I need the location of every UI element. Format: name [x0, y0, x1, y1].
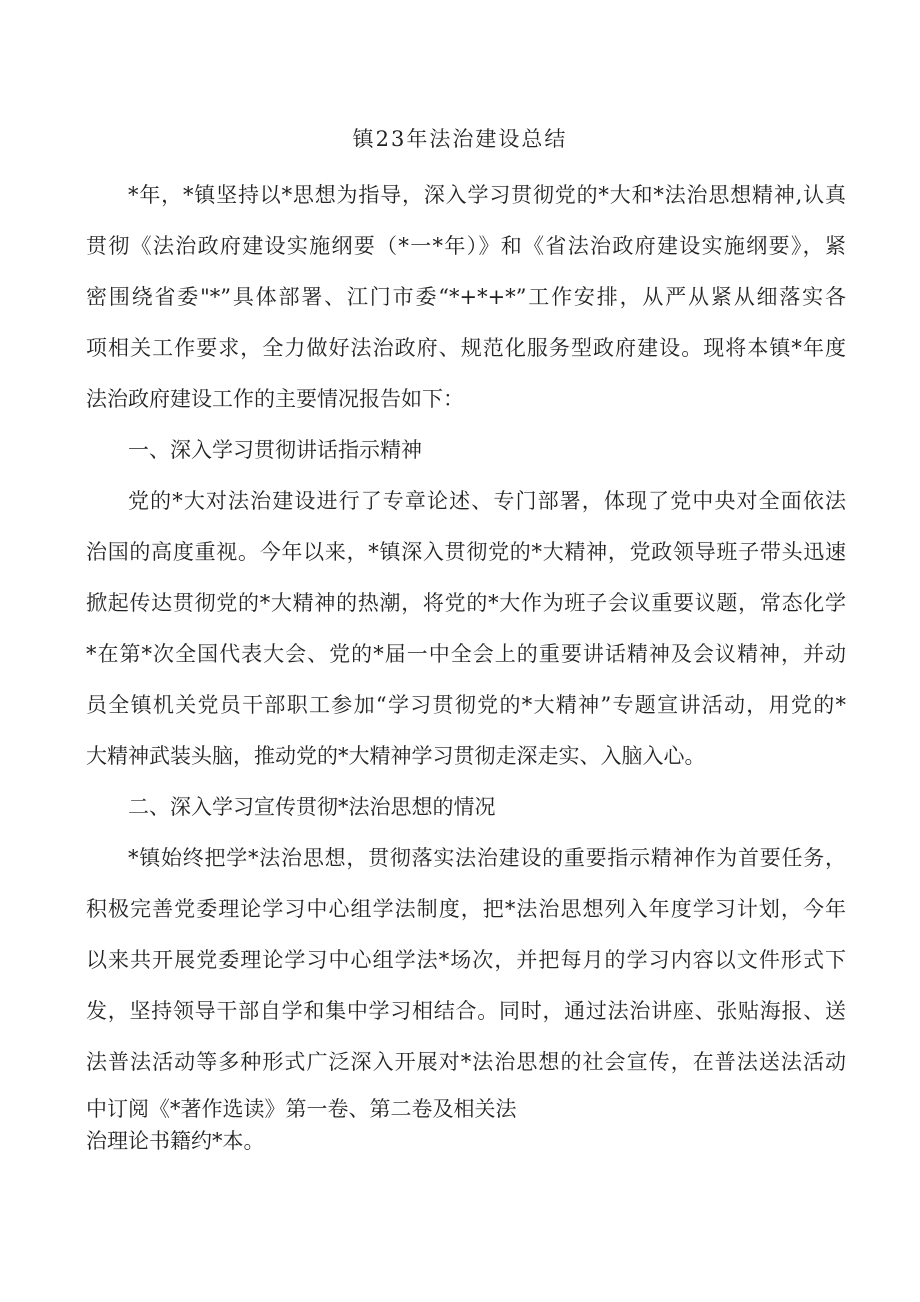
- paragraph-2-line-4: *在第*次全国代表大会、党的*届一中全会上的重要讲话精神及会议精神，并动: [86, 642, 846, 666]
- paragraph-2-line-6: 大精神武装头脑，推动党的*大精神学习贯彻走深走实、入脑入心。: [86, 744, 706, 768]
- paragraph-3-line-5: 法普法活动等多种形式广泛深入开展对*法治思想的社会宣传，在普法送法活动: [86, 1050, 846, 1074]
- paragraph-1-line-4: 项相关工作要求，全力做好法治政府、规范化服务型政府建设。现将本镇*年度: [86, 336, 846, 360]
- paragraph-3-line-2: 积极完善党委理论学习中心组学法制度，把*法治思想列入年度学习计划，今年: [86, 897, 846, 921]
- paragraph-1-line-2: 贯彻《法治政府建设实施纲要（*一*年）》和《省法治政府建设实施纲要》，紧: [86, 234, 846, 258]
- paragraph-2-line-2: 治国的高度重视。今年以来，*镇深入贯彻党的*大精神，党政领导班子带头迅速: [86, 540, 846, 564]
- paragraph-2-line-5: 员全镇机关党员干部职工参加“学习贯彻党的*大精神”专题宣讲活动，用党的*: [86, 693, 846, 717]
- paragraph-1-line-1: *年，*镇坚持以*思想为指导，深入学习贯彻党的*大和*法治思想精神,认真: [128, 183, 846, 207]
- paragraph-3-line-1: *镇始终把学*法治思想，贯彻落实法治建设的重要指示精神作为首要任务，: [128, 846, 846, 870]
- section-heading-2: 二、深入学习宣传贯彻*法治思想的情况: [128, 795, 496, 819]
- section-heading-1: 一、深入学习贯彻讲话指示精神: [128, 438, 422, 462]
- paragraph-2-line-3: 掀起传达贯彻党的*大精神的热潮，将党的*大作为班子会议重要议题，常态化学: [86, 591, 846, 615]
- paragraph-3-line-7: 治理论书籍约*本。: [86, 1129, 265, 1153]
- paragraph-3-line-3: 以来共开展党委理论学习中心组学法*场次，并把每月的学习内容以文件形式下: [86, 948, 846, 972]
- document-title: 镇23年法治建设总结: [352, 127, 568, 151]
- paragraph-2-line-1: 党的*大对法治建设进行了专章论述、专门部署，体现了党中央对全面依法: [128, 489, 846, 513]
- paragraph-3-line-6: 中订阅《*著作选读》第一卷、第二卷及相关法: [86, 1097, 517, 1121]
- paragraph-1-line-3: 密围绕省委"*”具体部署、江门市委“*+*+*”工作安排，从严从紧从细落实各: [86, 285, 846, 309]
- paragraph-1-line-5: 法治政府建设工作的主要情况报告如下：: [86, 387, 464, 411]
- paragraph-3-line-4: 发，坚持领导干部自学和集中学习相结合。同时，通过法治讲座、张贴海报、送: [86, 999, 846, 1023]
